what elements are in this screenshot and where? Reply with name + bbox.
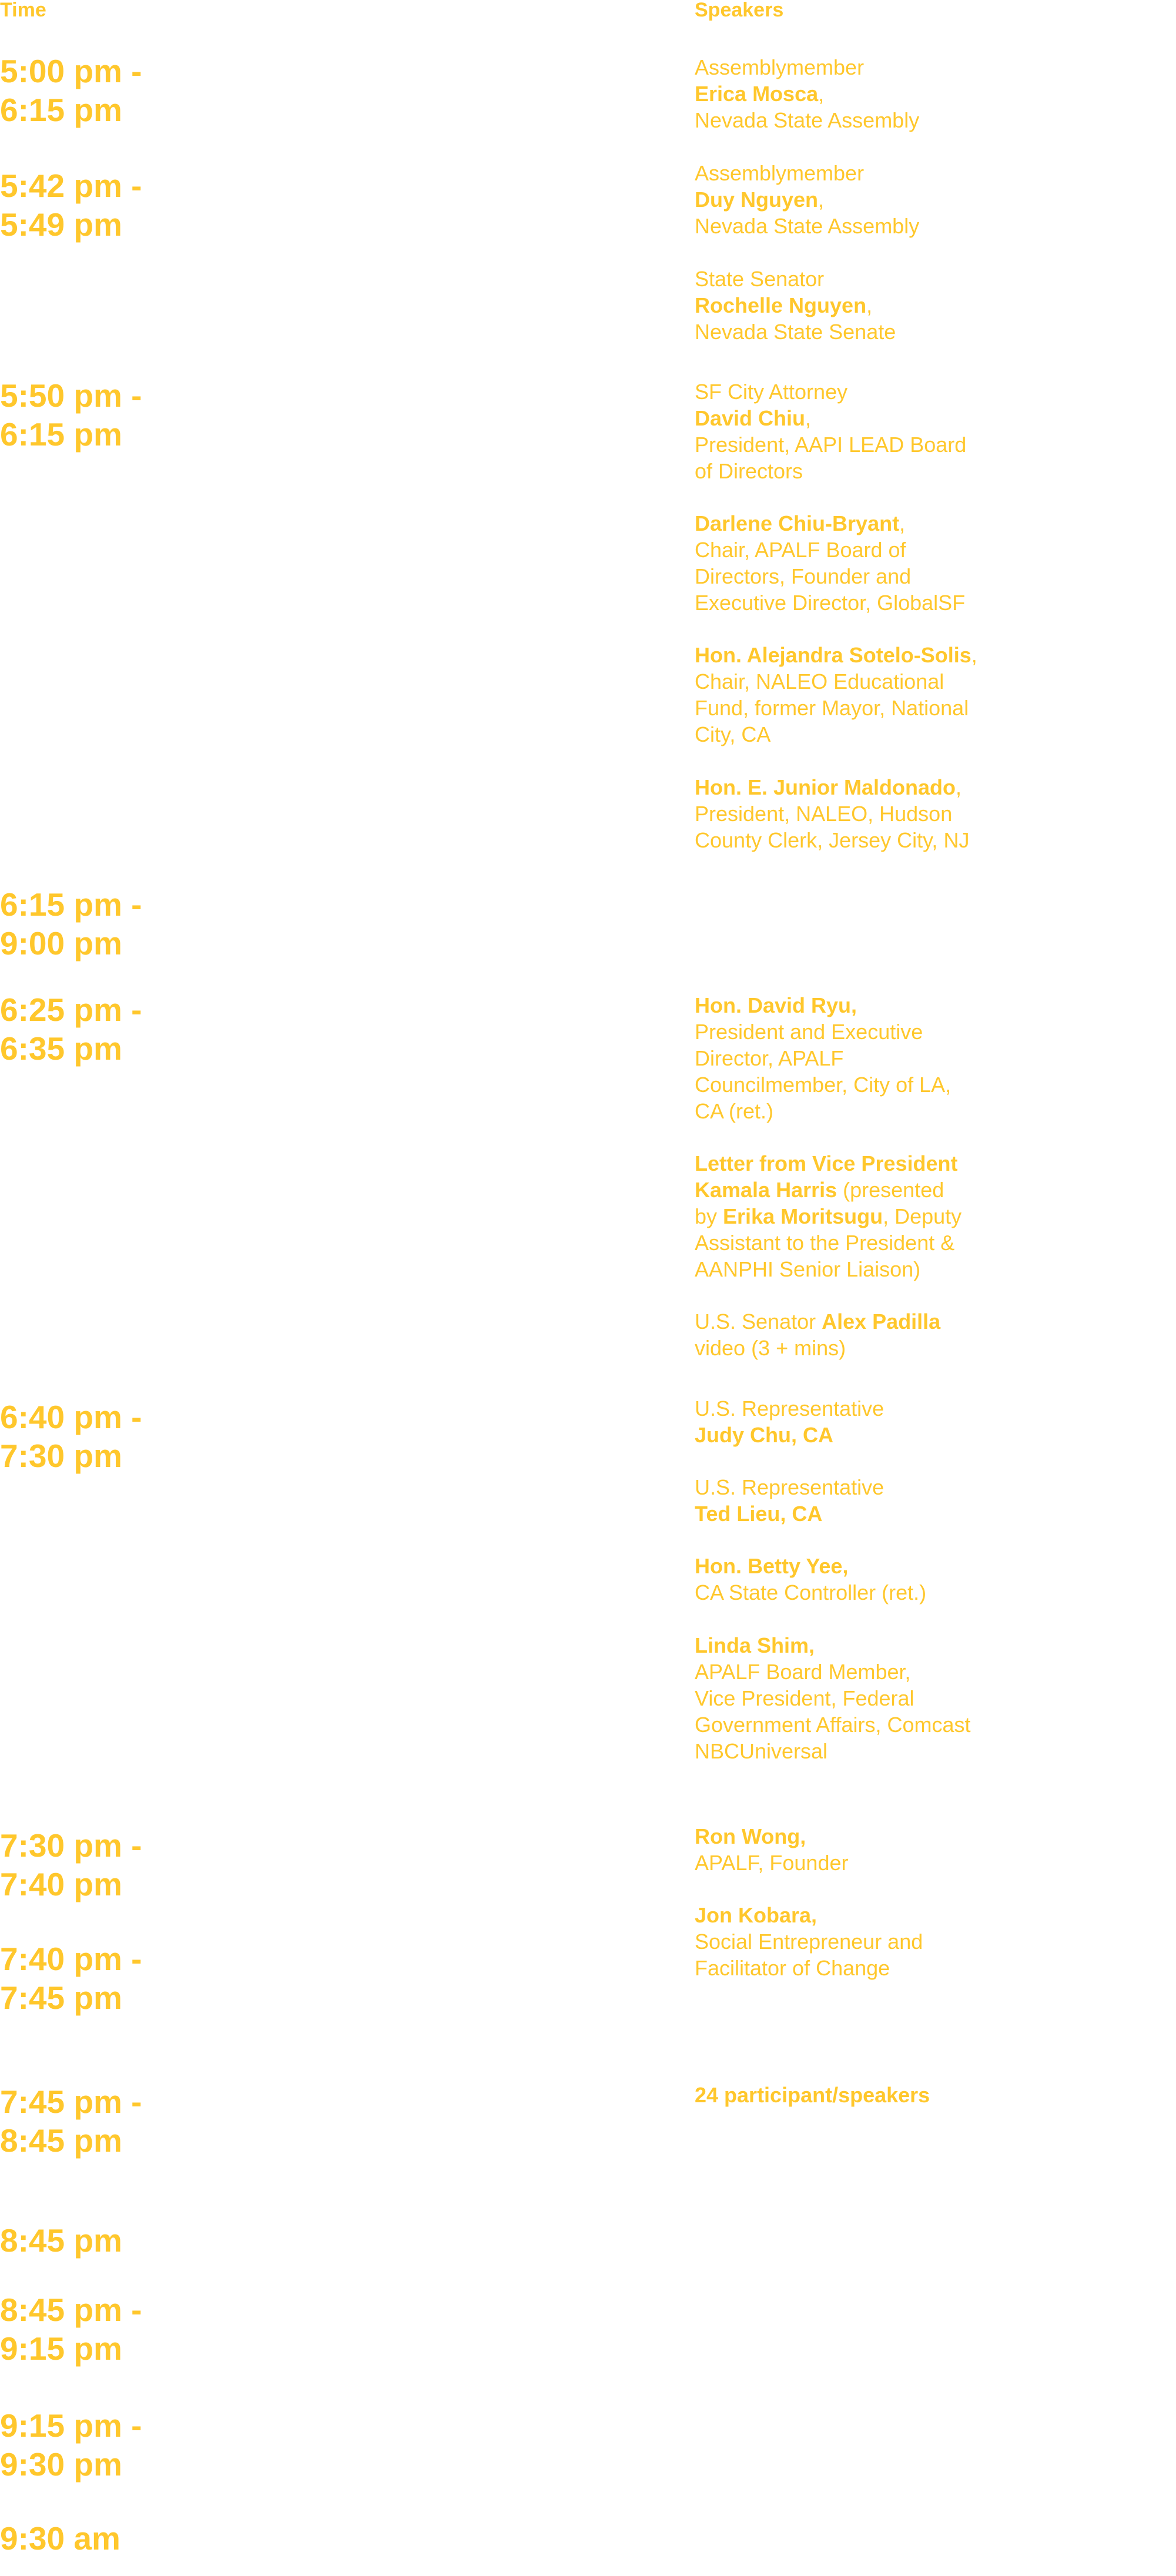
speaker-entry: [695, 1308, 1000, 1361]
speaker-entry: [695, 510, 1000, 616]
speaker-entry: [695, 992, 1000, 1124]
time-slot: [0, 2519, 120, 2558]
time-start: 9:30 am: [0, 2520, 120, 2557]
speaker-title: Fund, former Mayor, National: [695, 696, 969, 720]
speaker-org: of Directors: [695, 459, 803, 483]
speaker-name: 24 participant/speakers: [695, 2083, 930, 2107]
speaker-name: Jon Kobara,: [695, 1903, 817, 1927]
speaker-note: , Deputy: [883, 1204, 962, 1228]
time-slot: [0, 1398, 142, 1475]
speaker-title: CA State Controller (ret.): [695, 1580, 927, 1604]
time-slot: [0, 52, 142, 129]
speaker-entry: [695, 266, 1000, 345]
speaker-title: AANPHI Senior Liaison): [695, 1257, 921, 1281]
speaker-title: Directors, Founder and: [695, 564, 912, 588]
speaker-title: Social Entrepreneur and: [695, 1930, 923, 1954]
speaker-note: by: [695, 1204, 723, 1228]
speaker-title: Vice President, Federal: [695, 1686, 914, 1710]
speaker-title: Facilitator of Change: [695, 1956, 890, 1980]
time-start: 5:50 pm -: [0, 377, 142, 414]
speaker-title: County Clerk, Jersey City, NJ: [695, 828, 970, 852]
time-slot: [0, 990, 142, 1068]
time-start: 6:40 pm -: [0, 1399, 142, 1435]
speaker-title: CA (ret.): [695, 1099, 774, 1123]
speaker-name: Hon. E. Junior Maldonado: [695, 775, 956, 799]
speaker-name: Linda Shim,: [695, 1633, 815, 1657]
speaker-title: Chair, NALEO Educational: [695, 669, 944, 694]
speaker-name: Hon. Alejandra Sotelo-Solis: [695, 643, 971, 667]
time-end: 7:45 pm: [0, 1979, 122, 2016]
speaker-entry: [695, 1150, 1000, 1282]
time-column-header: Time: [0, 0, 46, 21]
speaker-entry: [695, 642, 1000, 748]
speaker-entry: [695, 1553, 1000, 1606]
speaker-title: Assistant to the President &: [695, 1231, 955, 1255]
speaker-title: Director, APALF: [695, 1046, 844, 1070]
speaker-name: Hon. David Ryu,: [695, 993, 857, 1017]
speaker-note: video (3 + mins): [695, 1336, 846, 1360]
speaker-org: Nevada State Assembly: [695, 108, 920, 132]
time-start: 7:30 pm -: [0, 1827, 142, 1864]
speaker-role: U.S. Representative: [695, 1475, 884, 1499]
punctuation: ,: [971, 643, 977, 667]
speaker-role: Assemblymember: [695, 55, 865, 79]
speaker-role: SF City Attorney: [695, 380, 848, 404]
speaker-org: Nevada State Senate: [695, 320, 896, 344]
time-slot: [0, 2082, 142, 2160]
speaker-org: Nevada State Assembly: [695, 214, 920, 238]
speaker-title: Chair, APALF Board of: [695, 538, 906, 562]
speaker-name: Alex Padilla: [822, 1309, 941, 1334]
speaker-name: Ted Lieu, CA: [695, 1502, 823, 1526]
time-start: 8:45 pm -: [0, 2292, 142, 2328]
punctuation: ,: [899, 511, 906, 535]
speaker-entry: [695, 1902, 1000, 1981]
time-start: 6:15 pm -: [0, 886, 142, 923]
time-slot: [0, 885, 142, 963]
speaker-title: Councilmember, City of LA,: [695, 1073, 951, 1097]
time-end: 7:30 pm: [0, 1438, 122, 1474]
time-end: 9:00 pm: [0, 925, 122, 962]
speaker-name: Hon. Betty Yee,: [695, 1554, 849, 1578]
speaker-entry: [695, 1474, 1000, 1527]
speaker-note: (presented: [837, 1178, 944, 1202]
time-end: 5:49 pm: [0, 206, 122, 243]
time-start: 7:45 pm -: [0, 2083, 142, 2120]
speaker-role: U.S. Representative: [695, 1396, 884, 1421]
speaker-entry: [695, 774, 1000, 853]
speaker-title: NBCUniversal: [695, 1739, 828, 1763]
time-end: 6:15 pm: [0, 416, 122, 453]
speaker-title: President, NALEO, Hudson: [695, 802, 953, 826]
speaker-title: President and Executive: [695, 1020, 923, 1044]
speaker-name: Rochelle Nguyen: [695, 293, 867, 317]
time-end: 6:15 pm: [0, 92, 122, 128]
letter-title: Letter from Vice President: [695, 1151, 958, 1175]
time-end: 9:30 pm: [0, 2446, 122, 2483]
punctuation: ,: [805, 406, 812, 430]
punctuation: ,: [818, 82, 825, 106]
speaker-title: City, CA: [695, 722, 771, 746]
time-slot: [0, 1939, 142, 2017]
speaker-entry: [695, 1823, 1000, 1876]
speaker-title: APALF Board Member,: [695, 1660, 911, 1684]
time-start: 9:15 pm -: [0, 2407, 142, 2444]
time-slot: [0, 376, 142, 454]
speaker-entry: [695, 2082, 1000, 2108]
speaker-name: Duy Nguyen: [695, 187, 819, 212]
time-start: 8:45 pm: [0, 2222, 122, 2259]
time-start: 5:42 pm -: [0, 168, 142, 204]
speaker-org: President, AAPI LEAD Board: [695, 433, 967, 457]
speaker-title: Executive Director, GlobalSF: [695, 591, 966, 615]
time-slot: [0, 2406, 142, 2484]
time-end: 8:45 pm: [0, 2122, 122, 2159]
speaker-entry: [695, 1632, 1000, 1764]
time-end: 7:40 pm: [0, 1866, 122, 1902]
speaker-title: Government Affairs, Comcast: [695, 1713, 971, 1737]
time-start: 6:25 pm -: [0, 991, 142, 1028]
speaker-entry: [695, 1395, 1000, 1448]
speaker-role: Assemblymember: [695, 161, 865, 185]
speaker-title: APALF, Founder: [695, 1851, 849, 1875]
speaker-role: State Senator: [695, 267, 825, 291]
speaker-name: Darlene Chiu-Bryant: [695, 511, 900, 535]
speaker-name: Judy Chu, CA: [695, 1423, 834, 1447]
punctuation: ,: [818, 187, 825, 212]
time-slot: [0, 166, 142, 244]
time-end: 9:15 pm: [0, 2330, 122, 2367]
speaker-name: Kamala Harris: [695, 1178, 837, 1202]
speaker-entry: [695, 378, 1000, 484]
speakers-column-header: Speakers: [695, 0, 784, 21]
time-slot: [0, 2221, 122, 2260]
punctuation: ,: [956, 775, 962, 799]
time-start: 5:00 pm -: [0, 53, 142, 89]
speaker-name: David Chiu: [695, 406, 806, 430]
time-slot: [0, 1826, 142, 1904]
speaker-entry: [695, 54, 1000, 133]
speaker-role: U.S. Senator: [695, 1309, 822, 1334]
time-end: 6:35 pm: [0, 1030, 122, 1067]
time-start: 7:40 pm -: [0, 1941, 142, 1977]
punctuation: ,: [866, 293, 873, 317]
speaker-name: Erika Moritsugu: [723, 1204, 883, 1228]
speaker-name: Erica Mosca: [695, 82, 819, 106]
time-slot: [0, 2290, 142, 2368]
speaker-name: Ron Wong,: [695, 1824, 806, 1848]
speaker-entry: [695, 160, 1000, 239]
